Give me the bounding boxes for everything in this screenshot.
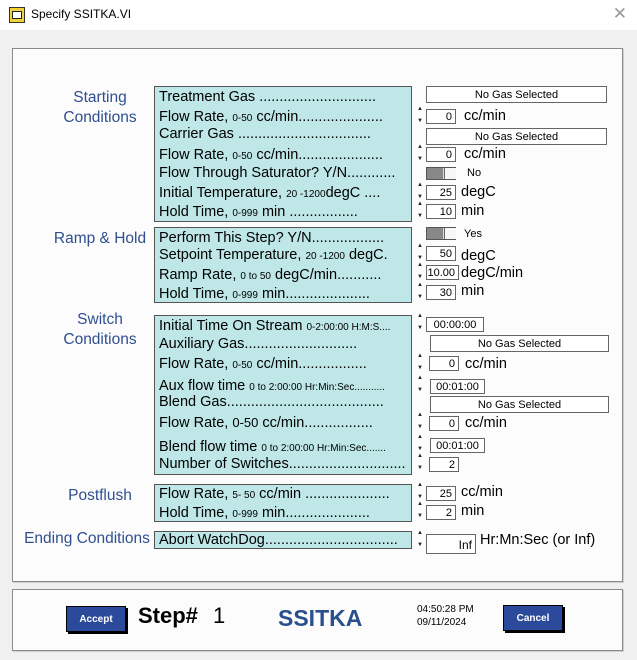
carrier-gas-select[interactable]: No Gas Selected	[426, 128, 607, 145]
close-icon[interactable]: ✕	[612, 4, 627, 23]
abort-watchdog-spinner[interactable]	[417, 533, 424, 550]
section-ending-conditions: Ending Conditions	[24, 530, 150, 547]
flow-rate-2-label: Flow Rate, 0-50 cc/min.....................	[159, 147, 383, 163]
carrier-gas-label: Carrier Gas .................................	[159, 126, 371, 142]
hold-time-label: Hold Time, 0-999 min .................	[159, 204, 358, 220]
cancel-button[interactable]: Cancel	[503, 605, 563, 631]
setpoint-temperature-input[interactable]: 50	[426, 246, 456, 261]
postflush-hold-time-unit: min	[461, 503, 485, 519]
postflush-hold-time-input[interactable]: 2	[426, 505, 456, 520]
number-of-switches-spinner[interactable]	[417, 456, 424, 473]
title-bar	[0, 0, 637, 30]
initial-time-spinner[interactable]	[417, 316, 424, 333]
setpoint-temperature-label: Setpoint Temperature, 20 -1200 degC.	[159, 247, 388, 263]
ramp-rate-input[interactable]: 10.00	[426, 265, 459, 280]
treatment-gas-select[interactable]: No Gas Selected	[426, 86, 607, 103]
hold-time-spinner[interactable]	[417, 204, 424, 221]
blend-flow-rate-label: Flow Rate, 0-50 cc/min.................	[159, 415, 373, 431]
flow-rate-2-input[interactable]: 0	[426, 147, 456, 162]
section-starting-conditions: Starting Conditions	[63, 89, 137, 126]
hold-time-input[interactable]: 10	[426, 204, 456, 219]
accept-button[interactable]: Accept	[66, 606, 126, 632]
clock-date: 09/11/2024	[417, 617, 467, 628]
blend-gas-label: Blend Gas.......................................	[159, 394, 384, 410]
flow-rate-1-label: Flow Rate, 0-50 cc/min.....................	[159, 109, 383, 125]
ramp-rate-spinner[interactable]	[417, 265, 424, 282]
hold-time-unit: min	[461, 203, 485, 219]
treatment-gas-label: Treatment Gas .............................	[159, 89, 377, 105]
postflush-flow-rate-spinner[interactable]	[417, 485, 424, 502]
aux-flow-time-spinner[interactable]	[417, 378, 424, 395]
initial-temperature-unit: degC	[461, 184, 496, 200]
ramp-hold-time-label: Hold Time, 0-999 min.....................	[159, 286, 370, 302]
step-label: Step#	[138, 603, 198, 628]
abort-watchdog-label: Abort WatchDog.................................	[159, 532, 398, 548]
number-of-switches-label: Number of Switches.............................	[159, 456, 406, 472]
perform-step-label: Perform This Step? Y/N..................	[159, 230, 385, 246]
ramp-rate-label: Ramp Rate, 0 to 50 degC/min...........	[159, 267, 382, 283]
initial-temperature-input[interactable]: 25	[426, 185, 456, 200]
blend-gas-select[interactable]: No Gas Selected	[430, 396, 609, 413]
blend-flow-rate-unit: cc/min	[465, 415, 507, 431]
setpoint-temperature-spinner[interactable]	[417, 246, 424, 263]
section-switch-conditions: Switch Conditions	[63, 311, 137, 348]
section-postflush: Postflush	[68, 487, 132, 504]
clock-time: 04:50:28 PM	[417, 604, 474, 615]
flow-rate-1-spinner[interactable]	[417, 109, 424, 126]
postflush-flow-rate-input[interactable]: 25	[426, 486, 456, 501]
blend-flow-rate-input[interactable]: 0	[429, 416, 459, 431]
window-title: Specify SSITKA.VI	[31, 7, 132, 21]
flow-rate-2-unit: cc/min	[464, 146, 506, 162]
flow-rate-1-input[interactable]: 0	[426, 109, 456, 124]
saturator-toggle[interactable]	[426, 167, 456, 180]
aux-flow-time-label: Aux flow time 0 to 2:00:00 Hr:Min:Sec...........	[159, 378, 385, 394]
number-of-switches-input[interactable]: 2	[429, 457, 459, 472]
ramp-hold-time-unit: min	[461, 283, 485, 299]
saturator-state: No	[467, 167, 482, 179]
postflush-hold-time-spinner[interactable]	[417, 504, 424, 521]
postflush-flow-rate-unit: cc/min	[461, 484, 503, 500]
aux-flow-rate-label: Flow Rate, 0-50 cc/min.................	[159, 356, 367, 372]
perform-step-state: Yes	[464, 228, 482, 240]
perform-step-toggle[interactable]	[426, 227, 456, 240]
flow-rate-1-unit: cc/min	[464, 108, 506, 124]
ramp-hold-time-spinner[interactable]	[417, 285, 424, 302]
blend-flow-time-spinner[interactable]	[417, 437, 424, 454]
program-name: SSITKA	[278, 605, 363, 631]
aux-flow-rate-unit: cc/min	[465, 356, 507, 372]
setpoint-temperature-unit: degC	[461, 248, 496, 264]
initial-temperature-label: Initial Temperature, 20 -1200degC ....	[159, 185, 381, 201]
blend-flow-rate-spinner[interactable]	[417, 415, 424, 432]
ramp-rate-unit: degC/min	[461, 265, 524, 281]
initial-time-input[interactable]: 00:00:00	[426, 317, 484, 332]
step-number: 1	[213, 603, 226, 628]
blend-flow-time-input[interactable]: 00:01:00	[430, 438, 485, 453]
aux-flow-time-input[interactable]: 00:01:00	[430, 379, 485, 394]
saturator-label: Flow Through Saturator? Y/N............	[159, 165, 396, 181]
ramp-hold-time-input[interactable]: 30	[426, 285, 456, 300]
auxiliary-gas-select[interactable]: No Gas Selected	[430, 335, 609, 352]
aux-flow-rate-spinner[interactable]	[417, 356, 424, 373]
initial-time-label: Initial Time On Stream 0-2:00:00 H:M:S....	[159, 318, 391, 334]
aux-flow-rate-input[interactable]: 0	[429, 356, 459, 371]
postflush-hold-time-label: Hold Time, 0-999 min.....................	[159, 505, 370, 521]
section-ramp-hold: Ramp & Hold	[53, 230, 147, 247]
postflush-flow-rate-label: Flow Rate, 5- 50 cc/min .....................	[159, 486, 390, 502]
initial-temperature-spinner[interactable]	[417, 185, 424, 202]
labview-app-icon	[9, 7, 25, 23]
auxiliary-gas-label: Auxiliary Gas............................	[159, 336, 358, 352]
abort-watchdog-input[interactable]: Inf	[426, 534, 476, 554]
abort-watchdog-unit: Hr:Mn:Sec (or Inf)	[480, 532, 596, 548]
blend-flow-time-label: Blend flow time 0 to 2:00:00 Hr:Min:Sec.......	[159, 439, 386, 455]
flow-rate-2-spinner[interactable]	[417, 147, 424, 164]
